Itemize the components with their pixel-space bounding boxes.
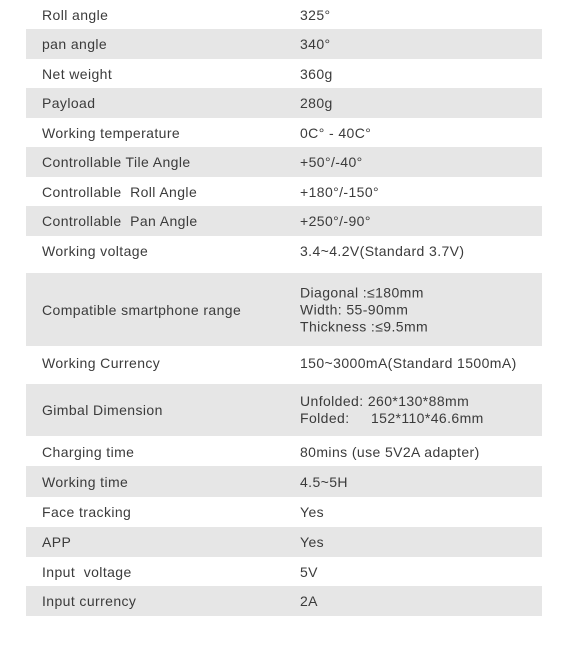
spec-row-gap xyxy=(26,266,542,273)
spec-value: 280g xyxy=(300,95,333,111)
spec-value: 325° xyxy=(300,6,331,23)
spec-value-multiline xyxy=(300,284,428,335)
spec-value: 5V xyxy=(300,563,318,580)
spec-label: pan angle xyxy=(42,36,108,52)
spec-label: Compatible smartphone range xyxy=(42,301,242,318)
spec-row-roll-angle-controllable xyxy=(26,177,542,206)
spec-label: Working Currency xyxy=(42,355,161,371)
spec-row-input-voltage xyxy=(26,557,542,586)
spec-label: Charging time xyxy=(42,444,135,460)
spec-value-line: Thickness :≤9.5mm xyxy=(300,318,429,334)
spec-value: 340° xyxy=(300,36,331,52)
spec-row-working-voltage xyxy=(26,236,542,266)
spec-label: Working temperature xyxy=(42,124,181,141)
spec-value: +50°/-40° xyxy=(300,154,363,170)
spec-value: 360g xyxy=(300,65,333,82)
spec-row-gimbal-dimension xyxy=(26,384,542,436)
spec-value: Yes xyxy=(300,504,325,520)
spec-row-working-time xyxy=(26,466,542,497)
spec-row-working-temperature xyxy=(26,118,542,147)
spec-row-tile-angle xyxy=(26,147,542,177)
spec-value-line: Width: 55-90mm xyxy=(300,301,409,317)
spec-row-payload xyxy=(26,88,542,118)
spec-row-net-weight xyxy=(26,59,542,88)
spec-row-face-tracking xyxy=(26,497,542,527)
spec-label: APP xyxy=(42,534,72,550)
spec-label: Working time xyxy=(42,473,129,490)
spec-value: Yes xyxy=(300,534,325,550)
spec-row-smartphone-range xyxy=(26,273,542,346)
spec-row-charging-time xyxy=(26,438,542,466)
spec-value: 80mins (use 5V2A adapter) xyxy=(300,444,480,460)
spec-value: 0C° - 40C° xyxy=(300,124,372,141)
spec-value: +250°/-90° xyxy=(300,213,371,229)
spec-label: Input voltage xyxy=(42,563,132,580)
spec-table xyxy=(26,0,542,616)
spec-value: 2A xyxy=(300,593,318,609)
spec-label: Controllable Roll Angle xyxy=(42,183,198,200)
spec-label: Controllable Pan Angle xyxy=(42,213,198,229)
spec-value-line: Folded: 152*110*46.6mm xyxy=(300,410,484,426)
spec-label: Working voltage xyxy=(42,243,149,259)
spec-label: Gimbal Dimension xyxy=(42,402,163,418)
spec-label: Roll angle xyxy=(42,6,109,23)
spec-row-working-currency xyxy=(26,346,542,380)
spec-row-input-currency xyxy=(26,586,542,616)
spec-value: 150~3000mA(Standard 1500mA) xyxy=(300,355,517,371)
spec-value-multiline xyxy=(300,393,484,427)
spec-row-pan-angle-controllable xyxy=(26,206,542,236)
spec-row-roll-angle xyxy=(26,0,542,29)
spec-value: 3.4~4.2V(Standard 3.7V) xyxy=(300,243,465,259)
spec-value-line: Diagonal :≤180mm xyxy=(300,284,424,300)
spec-label: Net weight xyxy=(42,65,113,82)
spec-label: Controllable Tile Angle xyxy=(42,154,191,170)
spec-value-line: Unfolded: 260*130*88mm xyxy=(300,393,470,409)
spec-value: +180°/-150° xyxy=(300,183,380,200)
spec-row-pan-angle xyxy=(26,29,542,59)
spec-label: Input currency xyxy=(42,593,137,609)
spec-value: 4.5~5H xyxy=(300,473,348,490)
spec-row-app xyxy=(26,527,542,557)
spec-label: Face tracking xyxy=(42,504,132,520)
spec-label: Payload xyxy=(42,95,96,111)
